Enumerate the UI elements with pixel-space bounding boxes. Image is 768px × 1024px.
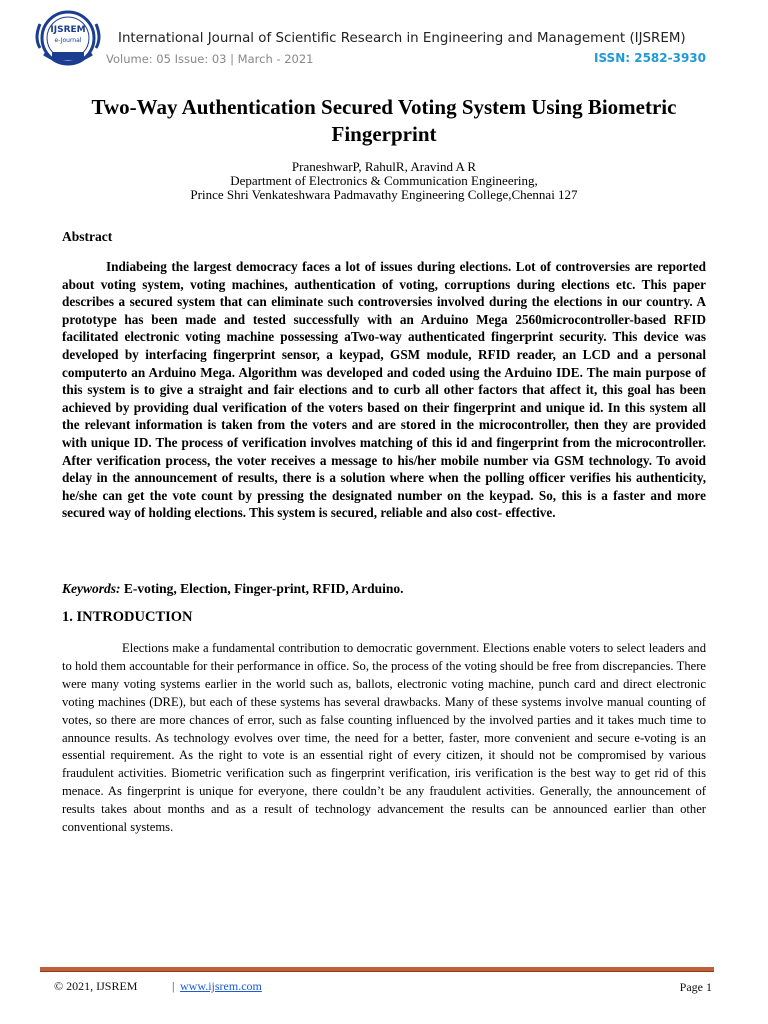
footer-copyright: © 2021, IJSREM: [54, 979, 138, 993]
keywords: [62, 581, 404, 597]
author-block: [40, 160, 728, 202]
introduction-heading: 1. INTRODUCTION: [62, 609, 193, 625]
footer-separator: |: [172, 979, 175, 993]
issn: ISSN: 2582-3930: [593, 51, 706, 65]
logo-subtext: e-Journal: [54, 37, 82, 44]
keywords-label: Keywords:: [62, 581, 121, 596]
volume-line: Volume: 05 Issue: 03 | March - 2021: [106, 52, 314, 66]
abstract-heading: Abstract: [62, 229, 113, 244]
footer-website-link[interactable]: www.ijsrem.com: [180, 979, 262, 993]
keywords-value: E-voting, Election, Finger-print, RFID, Arduino.: [120, 581, 404, 596]
department: Department of Electronics & Communication Engineering,: [230, 173, 538, 188]
footer-rule: [40, 967, 714, 972]
authors: PraneshwarP, RahulR, Aravind A R: [291, 159, 477, 174]
page-number: Page 1: [679, 980, 712, 994]
paper-title: Two-Way Authentication Secured Voting System Using Biometric Fingerprint: [91, 95, 677, 146]
journal-title: International Journal of Scientific Research in Engineering and Management (IJSREM): [118, 31, 686, 46]
journal-logo: [30, 8, 106, 70]
abstract-text: Indiabeing the largest democracy faces a lot of issues during elections. Lot of controversies are reported about voting system, voting machines, authentication of voting, corruptions during elections etc. This paper describes a secured system that can eliminate such controversies involved during the elections in our country. A prototype has been made and tested successfully with an Arduino Mega 2560microcontroller-based RFID facilitated electronic voting machine possessing aTwo-way authenticated fingerprint security. This device was developed by interfacing fingerprint sensor, a keypad, GSM module, RFID reader, an LCD and a personal computerto an Arduino Mega. Algorithm was developed and coded using the Arduino IDE. The main purpose of this system is to give a straight and fair elections and to curb all other factors that affect it, this goal has been achieved by providing dual verification of the voters based on their fingerprint and unique id. In this system all the relevant information is taken from the voters and are stored in the microcontroller, then they are provided with unique ID. The process of verification involves matching of this id and fingerprint from the microcontroller. After verification process, the voter receives a message to his/her mobile number via GSM technology. To avoid delay in the announcement of results, there is a solution where when the polling officer verifies his authenticity, he/she can get the vote count by pressing the designated number on the keypad. So, this is a faster and more secured way of holding elections. This system is secured, reliable and also cost- effective.: [62, 259, 706, 521]
introduction-text: Elections make a fundamental contribution to democratic government. Elections enable voters to select leaders and to hold them accountable for their performance in office. So, the process of the voting should be free from discrepancies. There were many voting systems earlier in the world such as, ballots, electronic voting machine, punch card and direct electronic voting machines (DRE), but each of these systems has several drawbacks. Many of these systems involve manual counting of votes, so there are more chances of error, such as false counting influenced by the involved parties and it takes much time to announce results. As technology evolves over time, the need for a better, faster, more convenient and secure e-voting is an essential requirement. As the right to vote is an essential right of every citizen, it should not be compromised by various fraudulent activities. Biometric verification such as fingerprint verification, iris verification is the best way to get rid of this menace. As fingerprint is unique for everyone, there couldn’t be any fraudulent activities. Generally, the announcement of results takes about months and as a result of technology advancement the results can be announced earlier than other conventional systems.: [62, 641, 706, 835]
logo-text: IJSREM: [50, 25, 86, 35]
college: Prince Shri Venkateshwara Padmavathy Engineering College,Chennai 127: [190, 187, 578, 202]
